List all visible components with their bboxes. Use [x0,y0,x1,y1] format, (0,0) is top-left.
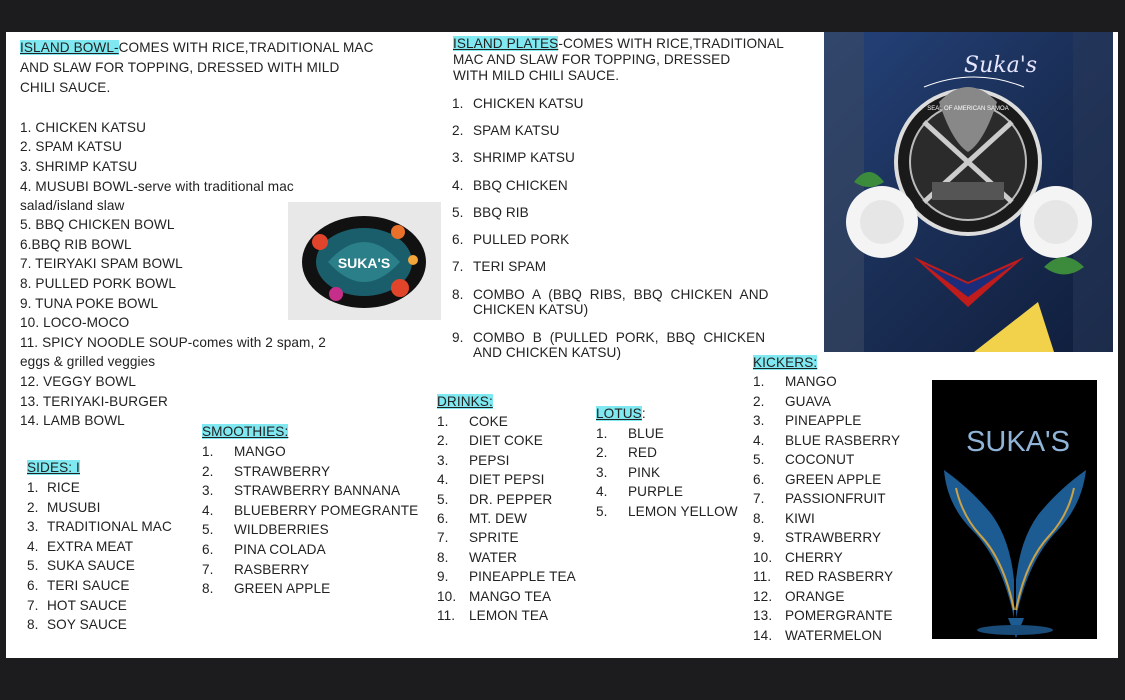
smoothies-item [202,462,418,482]
drinks-item [437,567,576,586]
kickers-item-label: PINEAPPLE [785,413,862,428]
sides-item-number: 3. [27,519,39,535]
smoothies-item-label: RASBERRY [234,561,310,577]
drinks-item [437,606,576,625]
island-plates-item-number: 1. [452,96,464,111]
drinks-item-label: WATER [469,549,518,565]
kickers-item-number: 5. [753,452,765,467]
drinks-item [437,470,576,489]
kickers-item [753,528,900,548]
script-logo-text: Suka's [964,53,1038,78]
island-bowl-item: 8. PULLED PORK BOWL [20,276,177,291]
kickers-item-label: GREEN APPLE [785,471,882,487]
kickers-item [753,509,900,529]
island-bowl-item: 14. LAMB BOWL [20,413,125,428]
island-bowl-item: 9. TUNA POKE BOWL [20,296,159,311]
smoothies-item-number: 7. [202,561,214,577]
island-plates-item-number: 8. [452,287,464,302]
smoothies-item-number: 6. [202,541,214,557]
lotus-item-number: 3. [596,464,608,480]
turtle-icon [288,202,441,320]
drinks-item-label: DR. PEPPER [469,491,553,507]
kickers-item-label: COCONUT [785,452,855,467]
island-plates-desc-text-1: -COMES WITH RICE,TRADITIONAL [558,36,784,51]
drinks-item-number: 3. [437,452,449,468]
island-plates-item-label: PULLED PORK [473,232,570,247]
kickers-item [753,626,900,646]
smoothies-item-label: STRAWBERRY BANNANA [234,483,401,499]
smoothies-heading-wrap [202,422,288,442]
smoothies-items [202,442,418,599]
sides-item [27,537,172,557]
drinks-item [437,431,576,450]
drinks-item-number: 7. [437,530,449,546]
drinks-heading-wrap [437,392,493,412]
island-plates-item-label: COMBO B (PULLED PORK, BBQ CHICKEN [473,330,766,345]
island-bowl-item: 3. SHRIMP KATSU [20,159,138,174]
drinks-item [437,412,576,431]
island-plates-item-label: TERI SPAM [473,259,547,274]
smoothies-item-label: WILDBERRIES [234,522,329,538]
sides-item [27,517,172,537]
seal-ring-text: SEAL OF AMERICAN SAMOA [927,106,1009,112]
island-plates-desc-line-1 [453,36,784,52]
seal-image [824,32,1113,352]
smoothies-heading: SMOOTHIES: [202,424,289,439]
lotus-heading-suffix: : [641,406,646,421]
drinks-items [437,412,576,625]
drinks-item-label: SPRITE [469,530,519,546]
kickers-item-number: 12. [753,588,773,604]
kickers-item-label: WATERMELON [785,627,882,643]
kickers-item-label: MANGO [785,374,837,389]
lotus-item-label: PINK [628,464,661,480]
kickers-item-number: 2. [753,393,765,409]
sides-item-number: 5. [27,558,39,574]
smoothies-item-label: PINA COLADA [234,541,326,557]
sides-item [27,498,172,518]
island-bowl-heading: ISLAND BOWL- [20,40,119,55]
kickers-item [753,411,900,431]
island-bowl-desc-line-3: CHILI SAUCE. [20,80,111,95]
island-bowl-desc-line-2: AND SLAW FOR TOPPING, DRESSED WITH MILD [20,60,340,75]
island-plates-item-label: CHICKEN KATSU [473,96,584,111]
island-plates-item-number: 7. [452,259,464,274]
island-plates-item-label: CHICKEN KATSU) [473,302,589,317]
smoothies-item [202,540,418,560]
kickers-item [753,606,900,626]
lotus-item-number: 4. [596,484,608,500]
kickers-item-label: GUAVA [785,393,832,409]
kickers-item-number: 9. [753,530,765,545]
kickers-item-number: 3. [753,413,765,428]
lotus-item-number: 2. [596,445,608,461]
smoothies-item-label: BLUEBERRY POMEGRANTE [234,502,419,518]
sides-item-number: 4. [27,538,39,554]
tail-logo [932,380,1097,639]
kickers-item-label: STRAWBERRY [785,530,882,545]
sides-item-label: TERI SAUCE [47,577,130,593]
sides-item-number: 1. [27,480,39,495]
drinks-item [437,509,576,528]
smoothies-item-label: GREEN APPLE [234,581,331,597]
kickers-item-number: 14. [753,627,773,643]
kickers-item [753,489,900,509]
island-bowl-item: 13. TERIYAKI-BURGER [20,394,168,409]
drinks-item-label: COKE [469,414,508,429]
sides-item-label: EXTRA MEAT [47,538,134,554]
drinks-item-label: LEMON TEA [469,607,549,623]
island-bowl-item: 11. SPICY NOODLE SOUP-comes with 2 spam, 2 [20,335,326,350]
sides-item [27,478,172,498]
turtle-logo-text: SUKA'S [337,255,391,271]
smoothies-item-number: 8. [202,581,214,597]
drinks-item [437,490,576,509]
sides-item-number: 2. [27,499,39,515]
kickers-item-number: 1. [753,374,765,389]
kickers-heading: KICKERS: [753,355,818,370]
lotus-item-number: 5. [596,503,608,519]
island-plates-desc-line-2: MAC AND SLAW FOR TOPPING, DRESSED [453,52,731,67]
island-plates-item-number: 3. [452,150,464,165]
island-plates-item-number: 5. [452,205,464,220]
drinks-heading: DRINKS: [437,394,493,409]
tail-logo-text: SUKA'S [966,426,1070,458]
kickers-item-number: 11. [753,569,772,584]
lotus-heading-wrap [596,404,646,424]
drinks-item-label: DIET PEPSI [469,472,545,488]
smoothies-item [202,579,418,599]
drinks-item-number: 6. [437,510,449,526]
lotus-item-label: LEMON YELLOW [628,503,738,519]
smoothies-item-number: 2. [202,463,214,479]
island-plates-item-label: BBQ RIB [473,205,529,220]
island-plates-item-label: SHRIMP KATSU [473,150,575,165]
kickers-item [753,450,900,470]
sides-item-label: HOT SAUCE [47,597,127,613]
island-bowl-item: 5. BBQ CHICKEN BOWL [20,217,175,232]
smoothies-item [202,481,418,501]
island-plates-item-label: COMBO A (BBQ RIBS, BBQ CHICKEN AND [473,287,769,302]
kickers-item-number: 10. [753,549,773,565]
kickers-item [753,470,900,490]
whale-tail-icon [932,380,1097,639]
sides-item [27,596,172,616]
drinks-item-label: MT. DEW [469,510,528,526]
lotus-item-label: BLUE [628,426,664,441]
sides-item [27,556,172,576]
island-bowl-item: 1. CHICKEN KATSU [20,120,146,135]
kickers-item-label: POMERGRANTE [785,608,893,623]
smoothies-item-number: 3. [202,483,214,499]
smoothies-item-label: MANGO [234,444,286,459]
drinks-item-label: PEPSI [469,452,510,468]
sides-item [27,576,172,596]
sides-item-label: SOY SAUCE [47,617,127,633]
sides-item [27,615,172,635]
island-bowl-item: eggs & grilled veggies [20,354,156,369]
island-bowl-item: 6.BBQ RIB BOWL [20,237,132,252]
drinks-item-number: 1. [437,414,449,429]
island-plates-item-number: 9. [452,330,464,345]
sides-item-label: TRADITIONAL MAC [47,519,172,535]
kickers-item [753,431,900,451]
drinks-item-label: MANGO TEA [469,588,552,604]
lotus-item-label: PURPLE [628,484,683,500]
kickers-item-number: 6. [753,471,765,487]
island-plates-item-label: AND CHICKEN KATSU) [473,345,622,360]
drinks-item-number: 2. [437,433,449,449]
drinks-item [437,548,576,567]
island-bowl-item: 7. TEIRYAKI SPAM BOWL [20,256,183,271]
kickers-item-label: RED RASBERRY [785,569,894,584]
smoothies-item-number: 4. [202,502,214,518]
kickers-item-number: 7. [753,491,765,506]
smoothies-item-label: STRAWBERRY [234,463,331,479]
island-plates-desc-line-3: WITH MILD CHILI SAUCE. [453,68,620,83]
sides-heading-wrap [27,458,80,478]
smoothies-item-number: 1. [202,444,214,459]
kickers-item [753,372,900,392]
sides-item-number: 8. [27,617,39,633]
drinks-item-number: 10. [437,588,457,604]
drinks-item [437,451,576,470]
island-bowl-item: 12. VEGGY BOWL [20,374,136,389]
kickers-item-label: BLUE RASBERRY [785,432,901,448]
kickers-item-label: CHERRY [785,549,843,565]
lotus-items [596,424,738,521]
drinks-item-number: 4. [437,472,449,488]
lotus-item [596,443,738,462]
smoothies-item-number: 5. [202,522,214,538]
lotus-item [596,502,738,521]
island-plates-heading: ISLAND PLATES [453,36,559,51]
sides-item-number: 6. [27,577,39,593]
island-bowl-item: 2. SPAM KATSU [20,139,123,154]
island-bowl-desc-line-1 [20,38,373,58]
drinks-item [437,528,576,547]
kickers-item [753,587,900,607]
seal-icon [824,32,1113,352]
lotus-heading: LOTUS [596,406,642,421]
island-plates-item-number: 4. [452,178,464,193]
sides-item-label: MUSUBI [47,499,101,515]
sides-heading: SIDES: I [27,460,80,475]
drinks-item-number: 8. [437,549,449,565]
island-bowl-desc-text-1: COMES WITH RICE,TRADITIONAL MAC [118,40,374,55]
drinks-item-number: 11. [437,607,456,623]
kickers-item-number: 4. [753,432,765,448]
island-plates-item-number: 2. [452,123,464,138]
lotus-item-label: RED [628,445,658,461]
kickers-heading-wrap [753,354,817,372]
drinks-item-number: 5. [437,491,449,507]
island-bowl-item: 10. LOCO-MOCO [20,315,130,330]
kickers-item-label: ORANGE [785,588,845,604]
kickers-item-number: 8. [753,510,765,526]
lotus-item [596,463,738,482]
kickers-item [753,567,900,587]
lotus-item [596,482,738,501]
kickers-item-label: KIWI [785,510,815,526]
lotus-item-number: 1. [596,426,608,441]
island-plates-item-label: SPAM KATSU [473,123,560,138]
island-plates-item-label: BBQ CHICKEN [473,178,568,193]
kickers-items [753,372,900,645]
island-bowl-item: salad/island slaw [20,198,125,213]
smoothies-item [202,560,418,580]
kickers-item [753,392,900,412]
menu-page [6,32,1118,658]
island-bowl-item: 4. MUSUBI BOWL-serve with traditional mac [20,179,294,194]
drinks-item [437,587,576,606]
sides-item-label: SUKA SAUCE [47,558,135,574]
smoothies-item [202,442,418,462]
kickers-item-label: PASSIONFRUIT [785,491,886,506]
drinks-item-label: DIET COKE [469,433,543,449]
sides-item-label: RICE [47,480,80,495]
sides-items [27,478,172,635]
drinks-item-number: 9. [437,569,449,585]
turtle-logo [288,202,441,320]
kickers-item [753,548,900,568]
smoothies-item [202,520,418,540]
island-plates-item-number: 6. [452,232,464,247]
sides-item-number: 7. [27,597,39,613]
drinks-item-label: PINEAPPLE TEA [469,569,576,585]
kickers-item-number: 13. [753,608,773,623]
lotus-item [596,424,738,443]
smoothies-item [202,501,418,521]
